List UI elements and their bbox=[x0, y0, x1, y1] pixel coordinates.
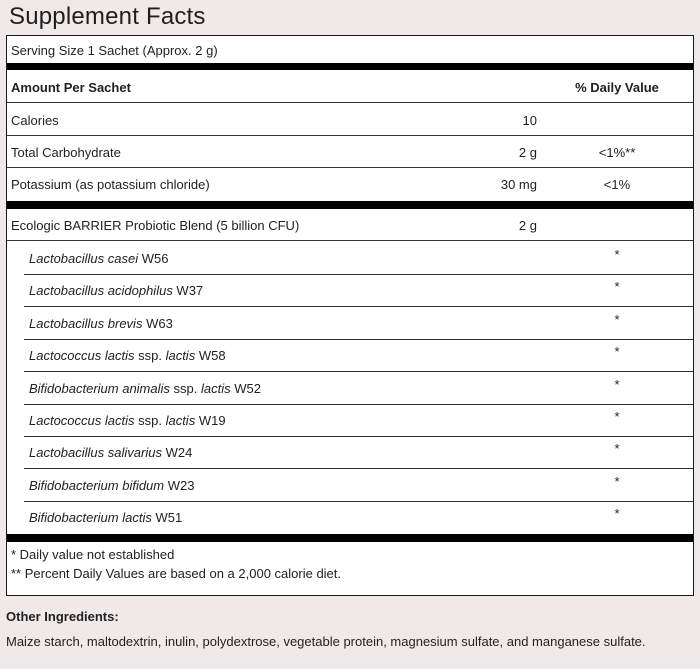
supplement-facts-panel bbox=[6, 35, 694, 596]
page-title: Supplement Facts bbox=[9, 3, 206, 30]
other-ingredients-text: Maize starch, maltodextrin, inulin, polydextrose, vegetable protein, magnesium sulfate, and manganese sulfate. bbox=[6, 634, 646, 649]
strain-row bbox=[7, 469, 693, 501]
strain-row bbox=[7, 404, 693, 436]
nutrient-row bbox=[7, 168, 693, 200]
nutrient-dv: <1%** bbox=[598, 145, 636, 160]
nutrient-amount: 2 g bbox=[518, 145, 537, 160]
strain-dv: * bbox=[614, 473, 620, 489]
nutrient-name: Potassium (as potassium chloride) bbox=[11, 177, 210, 192]
strain-row bbox=[7, 242, 693, 274]
thick-divider bbox=[7, 201, 693, 209]
strain-row bbox=[7, 436, 693, 468]
nutrient-name: Total Carbohydrate bbox=[11, 145, 121, 160]
strain-dv: * bbox=[614, 279, 620, 295]
amount-header: Amount Per Sachet bbox=[11, 80, 131, 95]
blend-amount: 2 g bbox=[518, 218, 537, 233]
strain-name: Lactobacillus salivarius W24 bbox=[29, 445, 193, 461]
nutrient-name: Calories bbox=[11, 113, 59, 128]
strain-dv: * bbox=[614, 441, 620, 457]
nutrient-amount: 10 bbox=[522, 113, 537, 128]
strain-name: Lactobacillus casei W56 bbox=[29, 251, 169, 266]
strain-row bbox=[7, 501, 693, 533]
strain-name: Lactococcus lactis ssp. lactis W58 bbox=[29, 348, 226, 364]
nutrient-row bbox=[7, 104, 693, 136]
nutrient-dv: <1% bbox=[603, 177, 631, 192]
footnote: ** Percent Daily Values are based on a 2,000 calorie diet. bbox=[11, 566, 342, 581]
strain-dv: * bbox=[614, 506, 620, 522]
strain-dv: * bbox=[614, 311, 620, 327]
blend-row bbox=[7, 209, 693, 241]
daily-value-header: % Daily Value bbox=[575, 80, 659, 95]
nutrient-amount: 30 mg bbox=[500, 177, 537, 192]
strain-name: Bifidobacterium bifidum W23 bbox=[29, 477, 195, 493]
strain-row bbox=[7, 372, 693, 404]
strain-row bbox=[7, 307, 693, 339]
strain-row bbox=[7, 274, 693, 306]
other-ingredients-heading: Other Ingredients: bbox=[6, 609, 119, 624]
footnote: * Daily value not established bbox=[11, 547, 175, 562]
blend-name: Ecologic BARRIER Probiotic Blend (5 billion CFU) bbox=[11, 218, 300, 233]
serving-size: Serving Size 1 Sachet (Approx. 2 g) bbox=[11, 43, 218, 58]
strain-row bbox=[7, 339, 693, 371]
table-header-row bbox=[7, 71, 693, 103]
strain-dv: * bbox=[614, 344, 620, 360]
strain-dv: * bbox=[614, 409, 620, 424]
strain-name: Bifidobacterium animalis ssp. lactis W52 bbox=[29, 380, 261, 396]
thick-divider bbox=[7, 63, 693, 70]
strain-name: Lactobacillus brevis W63 bbox=[29, 315, 173, 331]
thick-divider bbox=[7, 534, 693, 542]
strain-dv: * bbox=[614, 376, 620, 392]
nutrient-row bbox=[7, 136, 693, 168]
strain-name: Lactococcus lactis ssp. lactis W19 bbox=[29, 413, 226, 428]
strain-name: Lactobacillus acidophilus W37 bbox=[29, 283, 204, 299]
strain-name: Bifidobacterium lactis W51 bbox=[29, 510, 183, 526]
strain-dv: * bbox=[614, 247, 620, 262]
